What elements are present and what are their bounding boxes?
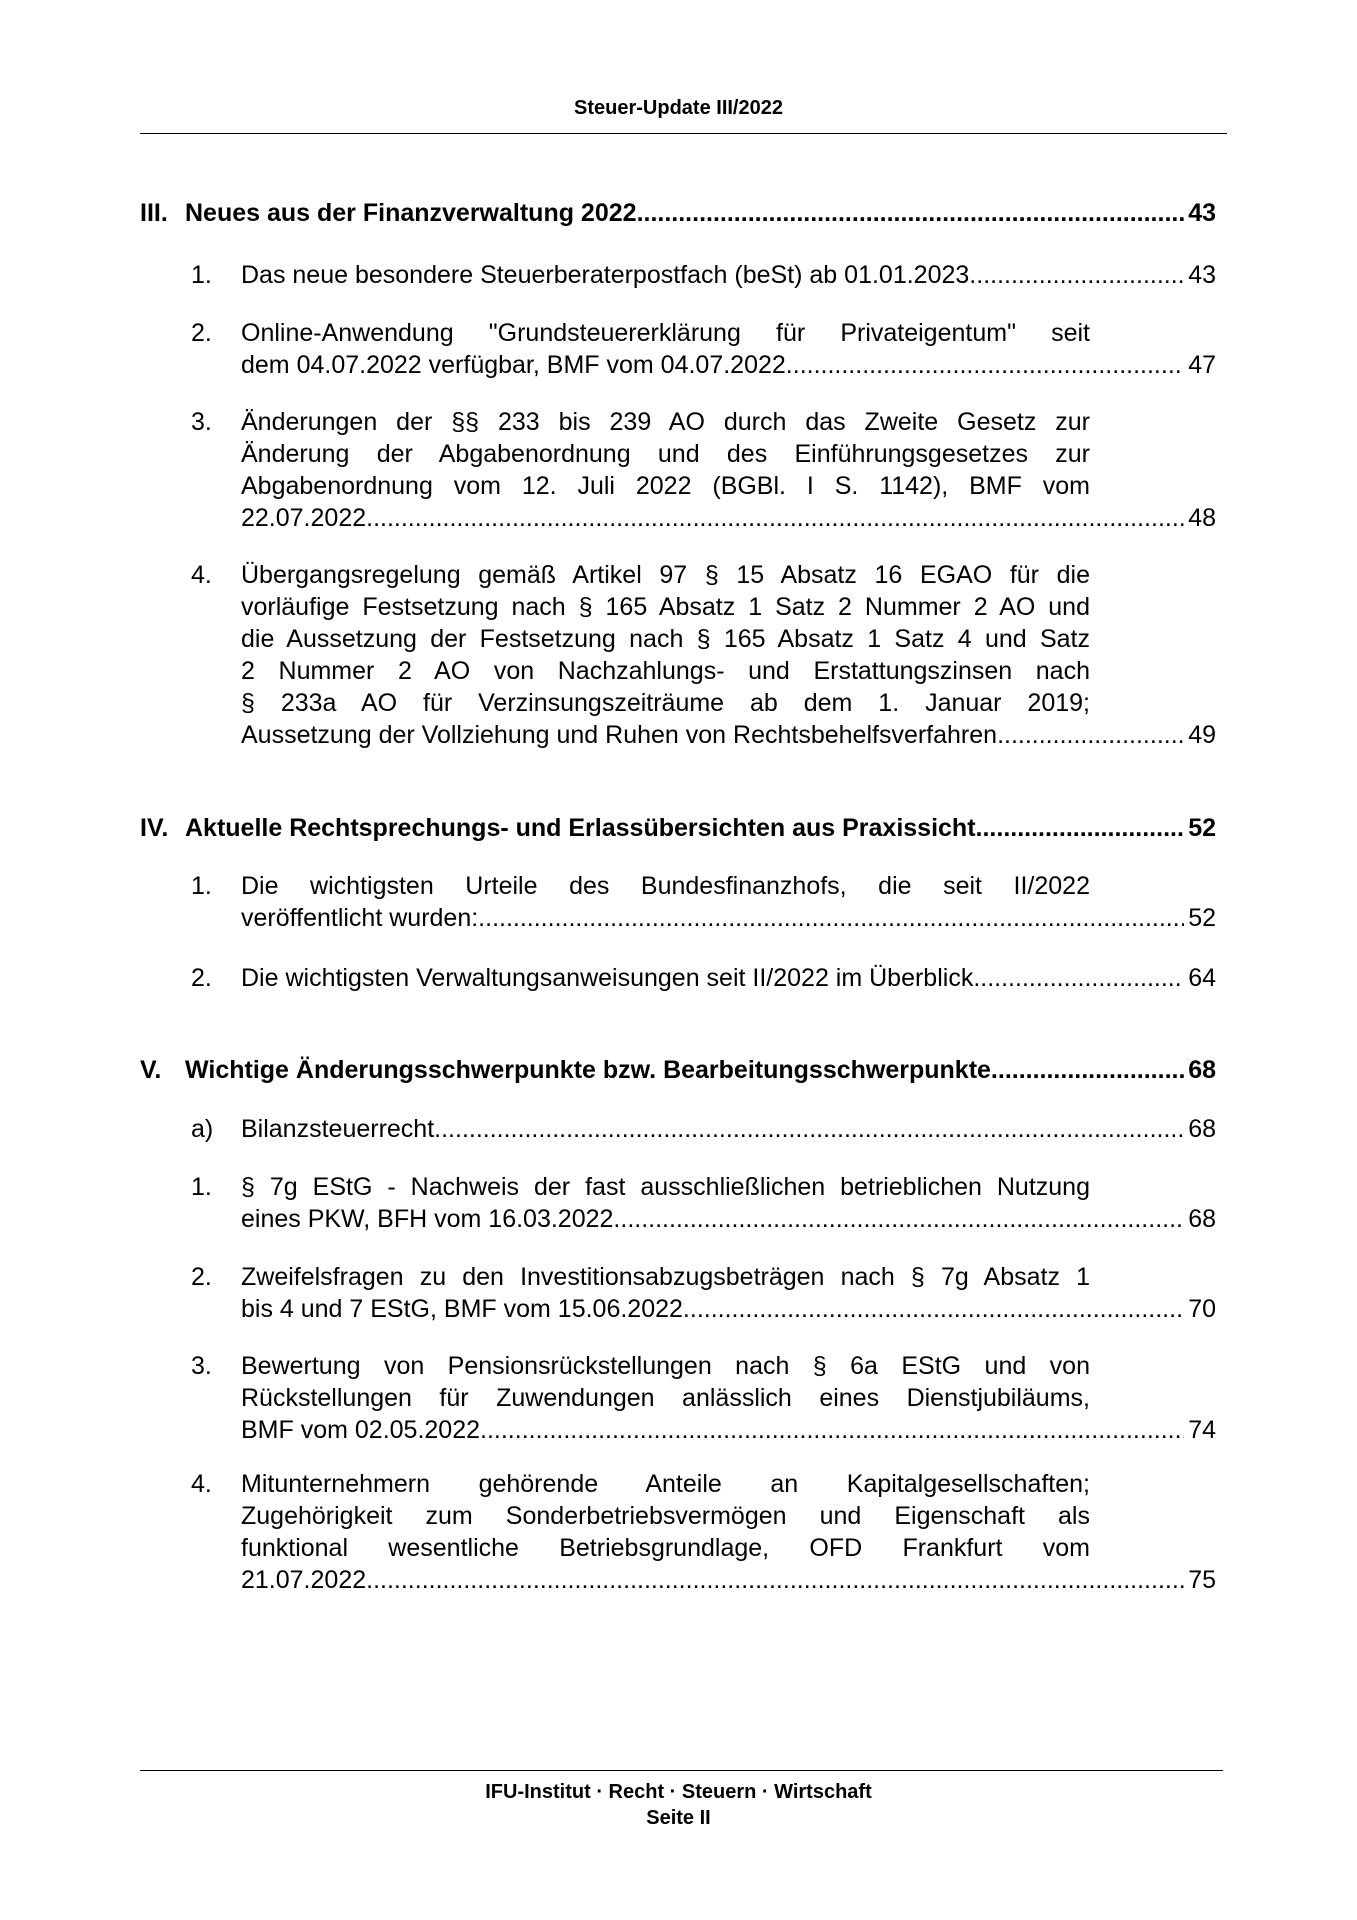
toc-item-text: Bilanzsteuerrecht — [241, 1115, 435, 1143]
toc-leader-dots — [637, 197, 1185, 229]
toc-item-text: Aussetzung der Vollziehung und Ruhen von Rechtsbehelfsverfahren — [241, 721, 998, 749]
toc-section-number: III. — [140, 199, 168, 227]
toc-section-title: Aktuelle Rechtsprechungs- und Erlassübersichten aus Praxissicht — [185, 814, 976, 842]
toc-item-text: § 7g EStG - Nachweis der fast ausschließlichen betrieblichen Nutzung — [241, 1173, 1090, 1201]
toc-item-number: 4. — [191, 561, 212, 589]
toc-leader-dots — [613, 1203, 1184, 1235]
toc-item-number: 3. — [191, 408, 212, 436]
toc-page-number: 49 — [1188, 721, 1216, 749]
toc-leader-dots — [683, 1293, 1184, 1325]
toc-item-text: 21.07.2022 — [241, 1566, 367, 1594]
toc-item-text: bis 4 und 7 EStG, BMF vom 15.06.2022 — [241, 1295, 683, 1323]
toc-item-text: funktional wesentliche Betriebsgrundlage, OFD Frankfurt vom — [241, 1534, 1090, 1562]
toc-item-text: Rückstellungen für Zuwendungen anlässlich eines Dienstjubiläums, — [241, 1384, 1090, 1412]
toc-page-number: 52 — [1188, 904, 1216, 932]
toc-section-number: V. — [140, 1056, 162, 1084]
toc-leader-dots — [969, 259, 1184, 291]
toc-section-title: Neues aus der Finanzverwaltung 2022 — [185, 199, 637, 227]
toc-item-text: § 233a AO für Verzinsungszeiträume ab dem 1. Januar 2019; — [241, 689, 1090, 717]
toc-item-text: Zweifelsfragen zu den Investitionsabzugsbeträgen nach § 7g Absatz 1 — [241, 1263, 1090, 1291]
toc-item-number: 2. — [191, 1263, 212, 1291]
toc-item-number: 1. — [191, 261, 212, 289]
header-divider — [140, 133, 1227, 134]
toc-page-number: 70 — [1188, 1295, 1216, 1323]
toc-item-text: Die wichtigsten Verwaltungsanweisungen seit II/2022 im Überblick — [241, 964, 974, 992]
toc-item-number: 1. — [191, 872, 212, 900]
toc-item-text: Zugehörigkeit zum Sonderbetriebsvermögen und Eigenschaft als — [241, 1502, 1090, 1530]
toc-leader-dots — [478, 902, 1184, 934]
toc-leader-dots — [786, 349, 1184, 381]
toc-page-number: 43 — [1188, 261, 1216, 289]
toc-item-number: 1. — [191, 1173, 212, 1201]
toc-item-text: Abgabenordnung vom 12. Juli 2022 (BGBl. I S. 1142), BMF vom — [241, 472, 1090, 500]
page-header-title: Steuer-Update III/2022 — [574, 97, 783, 119]
toc-item-number: 2. — [191, 319, 212, 347]
toc-item-text: vorläufige Festsetzung nach § 165 Absatz 1 Satz 2 Nummer 2 AO und — [241, 593, 1090, 621]
toc-page-number: 48 — [1188, 504, 1216, 532]
toc-item-text: Online-Anwendung "Grundsteuererklärung für Privateigentum" seit — [241, 319, 1090, 347]
toc-item-text: Mitunternehmern gehörende Anteile an Kapitalgesellschaften; — [241, 1470, 1090, 1498]
toc-leader-dots — [991, 1054, 1184, 1086]
toc-item-text: eines PKW, BFH vom 16.03.2022 — [241, 1205, 614, 1233]
toc-page-number: 68 — [1188, 1205, 1216, 1233]
toc-page-number: 74 — [1188, 1416, 1216, 1444]
toc-leader-dots — [366, 502, 1184, 534]
toc-section-title: Wichtige Änderungsschwerpunkte bzw. Bearbeitungsschwerpunkte — [185, 1056, 991, 1084]
toc-page-number: 43 — [1188, 199, 1216, 227]
toc-item-text: veröffentlicht wurden: — [241, 904, 479, 932]
toc-page-number: 68 — [1188, 1115, 1216, 1143]
toc-item-text: Änderung der Abgabenordnung und des Einführungsgesetzes zur — [241, 440, 1090, 468]
toc-item-text: Die wichtigsten Urteile des Bundesfinanzhofs, die seit II/2022 — [241, 872, 1090, 900]
toc-page-number: 68 — [1188, 1056, 1216, 1084]
toc-item-text: Bewertung von Pensionsrückstellungen nach § 6a EStG und von — [241, 1352, 1090, 1380]
footer-institute: IFU-Institut · Recht · Steuern · Wirtschaft — [485, 1781, 872, 1803]
toc-item-number: 3. — [191, 1352, 212, 1380]
toc-leader-dots — [480, 1414, 1184, 1446]
toc-item-text: 22.07.2022 — [241, 504, 367, 532]
toc-item-text: BMF vom 02.05.2022 — [241, 1416, 481, 1444]
toc-item-text: die Aussetzung der Festsetzung nach § 165 Absatz 1 Satz 4 und Satz — [241, 625, 1090, 653]
toc-leader-dots — [973, 962, 1184, 994]
footer-divider — [140, 1770, 1223, 1771]
toc-item-text: Das neue besondere Steuerberaterpostfach (beSt) ab 01.01.2023 — [241, 261, 970, 289]
toc-page-number: 47 — [1188, 351, 1216, 379]
toc-item-text: Änderungen der §§ 233 bis 239 AO durch das Zweite Gesetz zur — [241, 408, 1090, 436]
toc-page-number: 75 — [1188, 1566, 1216, 1594]
toc-item-text: 2 Nummer 2 AO von Nachzahlungs- und Erstattungszinsen nach — [241, 657, 1090, 685]
toc-item-number: 4. — [191, 1470, 212, 1498]
toc-item-text: Übergangsregelung gemäß Artikel 97 § 15 Absatz 16 EGAO für die — [241, 561, 1090, 589]
toc-item-number: a) — [191, 1115, 214, 1143]
toc-section-number: IV. — [140, 814, 169, 842]
toc-item-number: 2. — [191, 964, 212, 992]
toc-page-number: 52 — [1188, 814, 1216, 842]
toc-leader-dots — [997, 719, 1184, 751]
toc-item-text: dem 04.07.2022 verfügbar, BMF vom 04.07.2022 — [241, 351, 786, 379]
toc-page-number: 64 — [1188, 964, 1216, 992]
toc-leader-dots — [434, 1113, 1184, 1145]
footer-page-number: Seite II — [646, 1807, 711, 1829]
toc-leader-dots — [976, 812, 1185, 844]
toc-leader-dots — [366, 1564, 1184, 1596]
